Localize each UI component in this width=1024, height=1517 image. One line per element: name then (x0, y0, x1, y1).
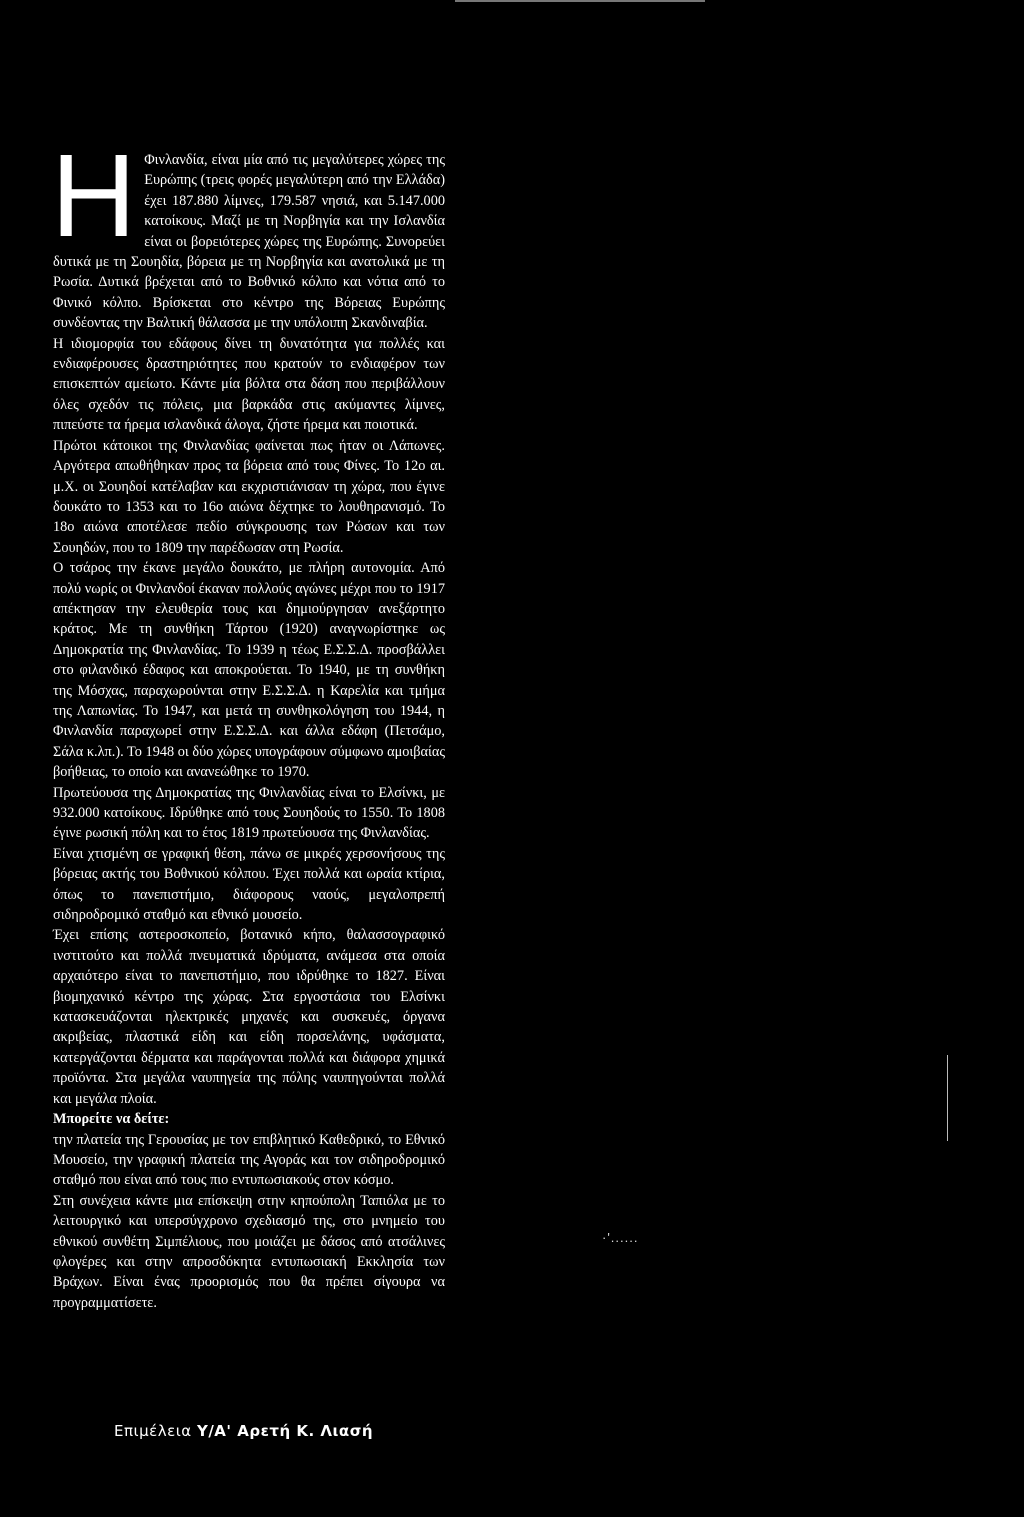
paragraph-sights: την πλατεία της Γερουσίας με τον επιβλητικό Καθεδρικό, το Εθνικό Μουσείο, την γραφική πλατεία της Αγοράς και τον σιδηροδρομικό σταθμό που είναι από τους πιο εντυπωσιακούς στον κόσμο. (53, 1131, 445, 1189)
paragraph-institutions: Έχει επίσης αστεροσκοπείο, βοτανικό κήπο, θαλασσογραφικό ινστιτούτο και πολλά πνευματικά ιδρύματα, ανάμεσα στα οποία αρχαιότερο είναι το πανεπιστήμιο, που ιδρύθηκε το 1827. Είναι βιομηχανικό κέντρο της χώρας. Στα εργοστάσια του Ελσίνκι κατασκευάζονται ηλεκτρικές μηχανές και συσκευές, όργανα ακριβείας, πλαστικά είδη και είδη πορσελάνης, υφάσματα, κατεργάζονται δέρματα και παράγονται πολλά και διάφορα χημικά προϊόντα. Στα μεγάλα ναυπηγεία της πόλης ναυπηγούνται πολλά και μεγάλα πλοία. (53, 927, 445, 1107)
credit-name: Υ/Α' Αρετή Κ. Λιασή (196, 1422, 374, 1440)
credit-line (114, 1422, 373, 1440)
paragraph-terrain: Η ιδιομορφία του εδάφους δίνει τη δυνατότητα για πολλές και ενδιαφέρουσες δραστηριότητες που κρατούν το ενδιαφέρον των επισκεπτών αμείωτο. Κάντε μία βόλτα στα δάση που περιβάλλουν όλες σχεδόν τις πόλεις, μια βαρκάδα στις ακύμαντες λίμνες, πιπεύστε τα ήρεμα ισλανδικά άλογα, ζήστε ήρεμα και ποιοτικά. (53, 335, 445, 434)
see-heading: Μπορείτε να δείτε: (53, 1111, 170, 1128)
paragraph-city: Είναι χτισμένη σε γραφική θέση, πάνω σε μικρές χερσονήσους της βόρειας ακτής του Βοθνικού κόλπου. Έχει πολλά και ωραία κτίρια, όπως το πανεπιστήμιο, διάφορους ναούς, μεγαλοπρεπή σιδηροδρομικό σταθμό και εθνικό μουσείο. (53, 845, 445, 924)
paragraph-intro: Φινλανδία, είναι μία από τις μεγαλύτερες χώρες της Ευρώπης (τρεις φορές μεγαλύτερη από την Ελλάδα) έχει 187.880 λίμνες, 179.587 νησιά, και 5.147.000 κατοίκους. Μαζί με τη Νορβηγία και την Ισλανδία είναι οι βορειότερες χώρες της Ευρώπης. Συνορεύει δυτικά με τη Σουηδία, βόρεια με τη Νορβηγία και ανατολικά με τη Ρωσία. Δυτικά βρέχεται από το Βοθνικό κόλπο και νότια από το Φινικό κόλπο. Βρίσκεται στο κέντρο της Βόρειας Ευρώπης συνδέοντας την Βαλτική θάλασσα με την υπόλοιπη Σκανδιναβία. (53, 152, 445, 332)
vertical-rule (947, 1055, 948, 1141)
stray-marks: ·'...... (602, 1230, 639, 1245)
paragraph-tapiola: Στη συνέχεια κάντε μια επίσκεψη στην κηπούπολη Ταπιόλα με το λειτουργικό και υπερσύγχρονο σχεδιασμό της, στο μνημείο του εθνικού συνθέτη Σιμπέλιους, που μοιάζει με δάσος από ατσάλινες φλογέρες και στην απροσδόκητα εντυπωσιακή Εκκλησία των Βράχων. Είναι ένας προορισμός που θα πρέπει σίγουρα να προγραμματίσετε. (53, 1192, 445, 1311)
paragraph-history: Πρώτοι κάτοικοι της Φινλανδίας φαίνεται πως ήταν οι Λάπωνες. Αργότερα απωθήθηκαν προς τα βόρεια από τους Φίνες. Το 12ο αι. μ.Χ. οι Σουηδοί κατέλαβαν και εκχριστιάνισαν τη χώρα, που έγινε δουκάτο το 1353 και το 16ο αιώνα δέχτηκε το λουθηρανισμό. Το 18ο αιώνα αποτέλεσε πεδίο σύγκρουσης των Ρώσων και των Σουηδών, που το 1809 την παρέδωσαν στη Ρωσία. (53, 437, 445, 556)
credit-label: Επιμέλεια (114, 1422, 197, 1440)
drop-cap: Η (51, 130, 137, 262)
paragraph-independence: Ο τσάρος την έκανε μεγάλο δουκάτο, με πλήρη αυτονομία. Από πολύ νωρίς οι Φινλανδοί έκαναν πολλούς αγώνες μέχρι που το 1917 απέκτησαν την ελευθερία τους και δημιούργησαν ανεξάρτητο κράτος. Με τη συνθήκη Τάρτου (1920) αναγνωρίστηκε ως Δημοκρατία της Φινλανδίας. Το 1939 η τέως Ε.Σ.Σ.Δ. προσβάλλει στο φιλανδικό έδαφος και αποκρούεται. Το 1940, με τη συνθήκη της Μόσχας, παραχωρούνται στην Ε.Σ.Σ.Δ. η Καρελία και τμήμα της Λαπωνίας. Το 1947, και μετά τη συνθηκολόγηση του 1944, η Φινλανδία παραχωρεί στην Ε.Σ.Σ.Δ. και άλλα εδάφη (Πετσάμο, Σάλα κ.λπ.). Το 1948 οι δύο χώρες υπογράφουν σύμφωνο αμοιβαίας βοήθειας, το οποίο και ανανεώθηκε το 1970. (53, 560, 445, 781)
paragraph-capital: Πρωτεύουσα της Δημοκρατίας της Φινλανδίας είναι το Ελσίνκι, με 932.000 κατοίκους. Ιδρύθηκε από τους Σουηδούς το 1550. Το 1808 έγινε ρωσική πόλη και το έτος 1819 πρωτεύουσα της Φινλανδίας. (53, 784, 445, 842)
article-body (51, 130, 445, 1313)
top-rule (455, 0, 705, 2)
